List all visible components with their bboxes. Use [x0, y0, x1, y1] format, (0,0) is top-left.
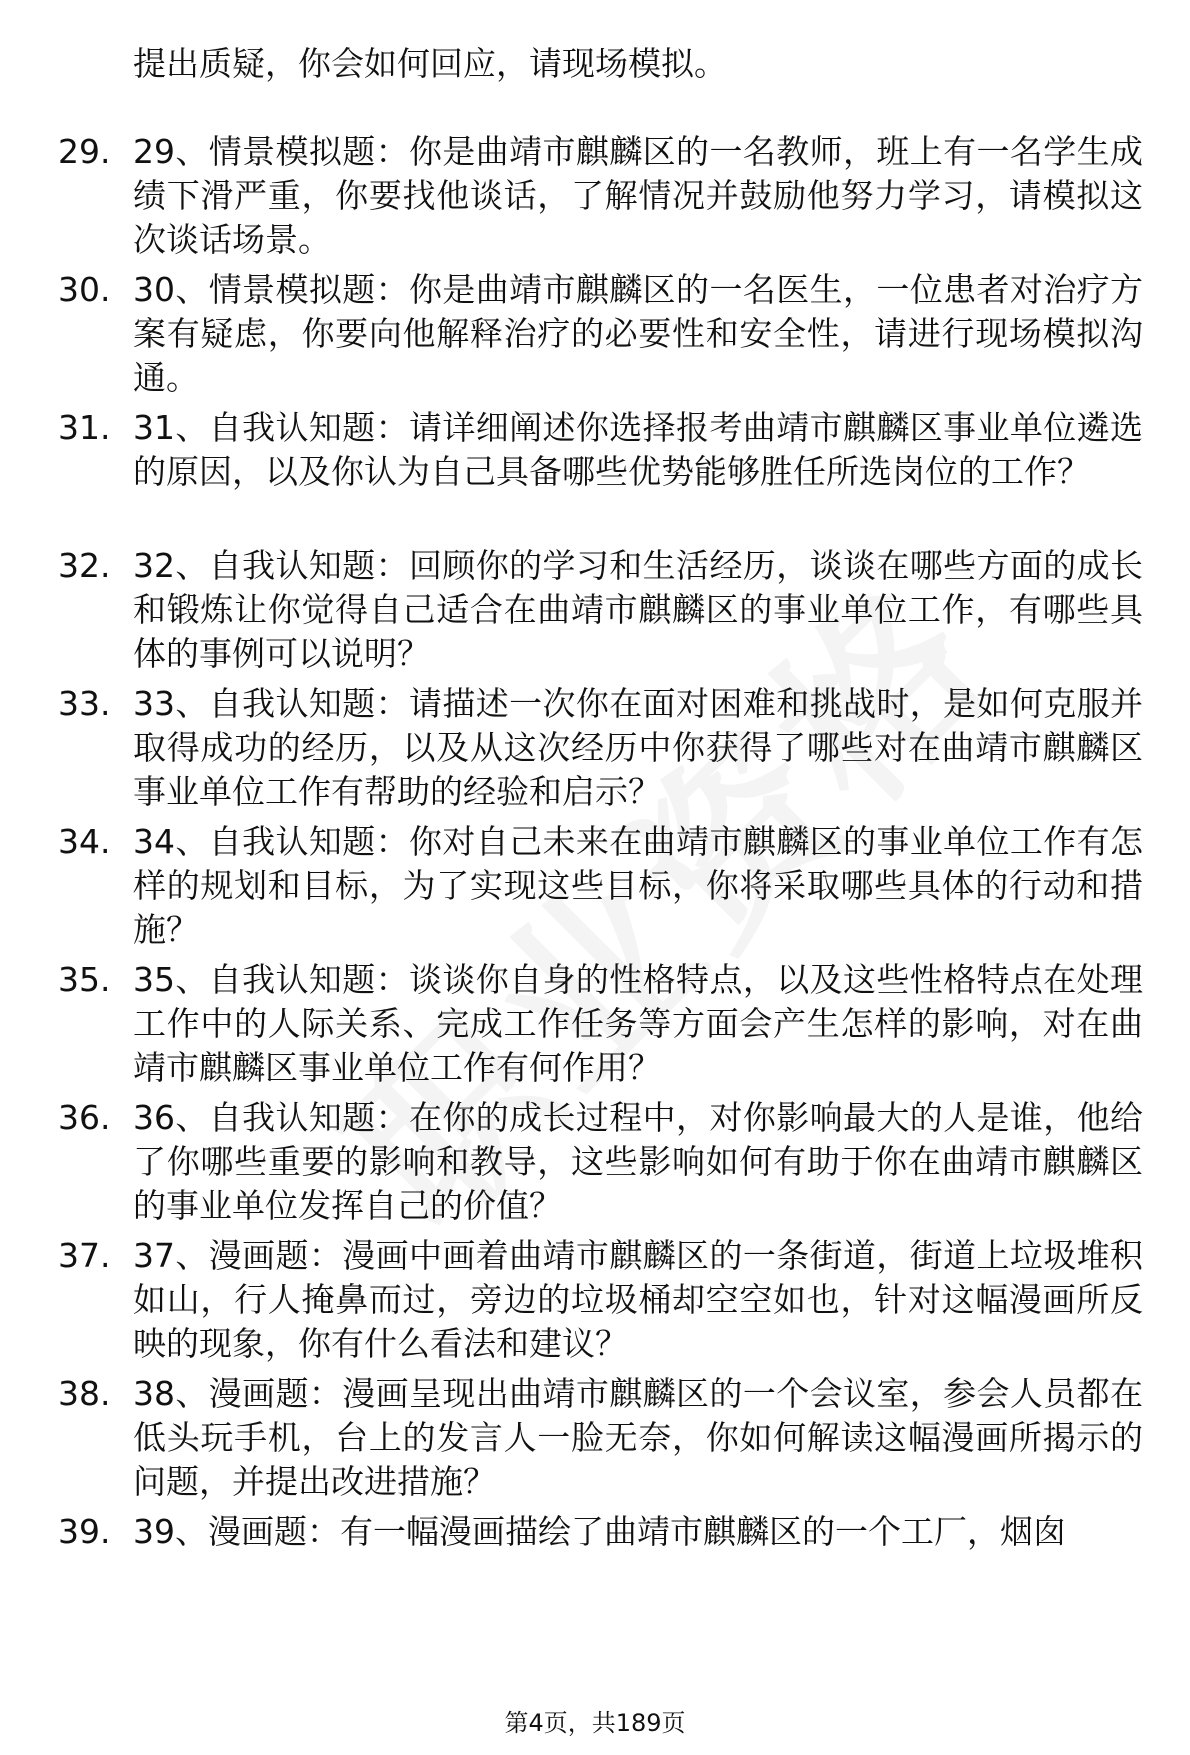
item-text: 36、自我认知题：在你的成长过程中，对你影响最大的人是谁，他给了你哪些重要的影响和教导，这些影响如何有助于你在曲靖市麒麟区的事业单位发挥自己的价值？: [133, 1098, 1143, 1225]
item-text: 33、自我认知题：请描述一次你在面对困难和挑战时，是如何克服并取得成功的经历，以及从这次经历中你获得了哪些对在曲靖市麒麟区事业单位工作有帮助的经验和启示？: [133, 684, 1143, 811]
item-number: 35.: [58, 960, 111, 999]
item-number: 31.: [58, 408, 111, 447]
page-number: 第4页，共189页: [504, 1709, 686, 1737]
item-text: 39、漫画题：有一幅漫画描绘了曲靖市麒麟区的一个工厂，烟囱: [133, 1512, 1066, 1551]
item-number: 32.: [58, 546, 111, 585]
item-text: 31、自我认知题：请详细阐述你选择报考曲靖市麒麟区事业单位遴选的原因，以及你认为自己具备哪些优势能够胜任所选岗位的工作？: [133, 408, 1143, 491]
item-number: 37.: [58, 1236, 111, 1275]
item-number: 34.: [58, 822, 111, 861]
item-number: 33.: [58, 684, 111, 723]
item-text: 38、漫画题：漫画呈现出曲靖市麒麟区的一个会议室，参会人员都在低头玩手机，台上的发言人一脸无奈，你如何解读这幅漫画所揭示的问题，并提出改进措施？: [133, 1374, 1143, 1501]
item-text: 34、自我认知题：你对自己未来在曲靖市麒麟区的事业单位工作有怎样的规划和目标，为了实现这些目标，你将采取哪些具体的行动和措施？: [133, 822, 1143, 949]
item-number: 36.: [58, 1098, 111, 1137]
item-number: 38.: [58, 1374, 111, 1413]
item-text: 29、情景模拟题：你是曲靖市麒麟区的一名教师，班上有一名学生成绩下滑严重，你要找他谈话，了解情况并鼓励他努力学习，请模拟这次谈话场景。: [133, 132, 1143, 259]
item-text: 30、情景模拟题：你是曲靖市麒麟区的一名医生，一位患者对治疗方案有疑虑，你要向他解释治疗的必要性和安全性，请进行现场模拟沟通。: [133, 270, 1143, 397]
item-number: 29.: [58, 132, 111, 171]
item-number: 30.: [58, 270, 111, 309]
item-text: 32、自我认知题：回顾你的学习和生活经历，谈谈在哪些方面的成长和锻炼让你觉得自己适合在曲靖市麒麟区的事业单位工作，有哪些具体的事例可以说明？: [133, 546, 1143, 673]
item-text: 35、自我认知题：谈谈你自身的性格特点，以及这些性格特点在处理工作中的人际关系、完成工作任务等方面会产生怎样的影响，对在曲靖市麒麟区事业单位工作有何作用？: [133, 960, 1143, 1087]
item-text: 37、漫画题：漫画中画着曲靖市麒麟区的一条街道，街道上垃圾堆积如山，行人掩鼻而过，旁边的垃圾桶却空空如也，针对这幅漫画所反映的现象，你有什么看法和建议？: [133, 1236, 1143, 1363]
item-number: 39.: [58, 1512, 111, 1551]
continued-text: 提出质疑，你会如何回应，请现场模拟。: [133, 44, 727, 83]
